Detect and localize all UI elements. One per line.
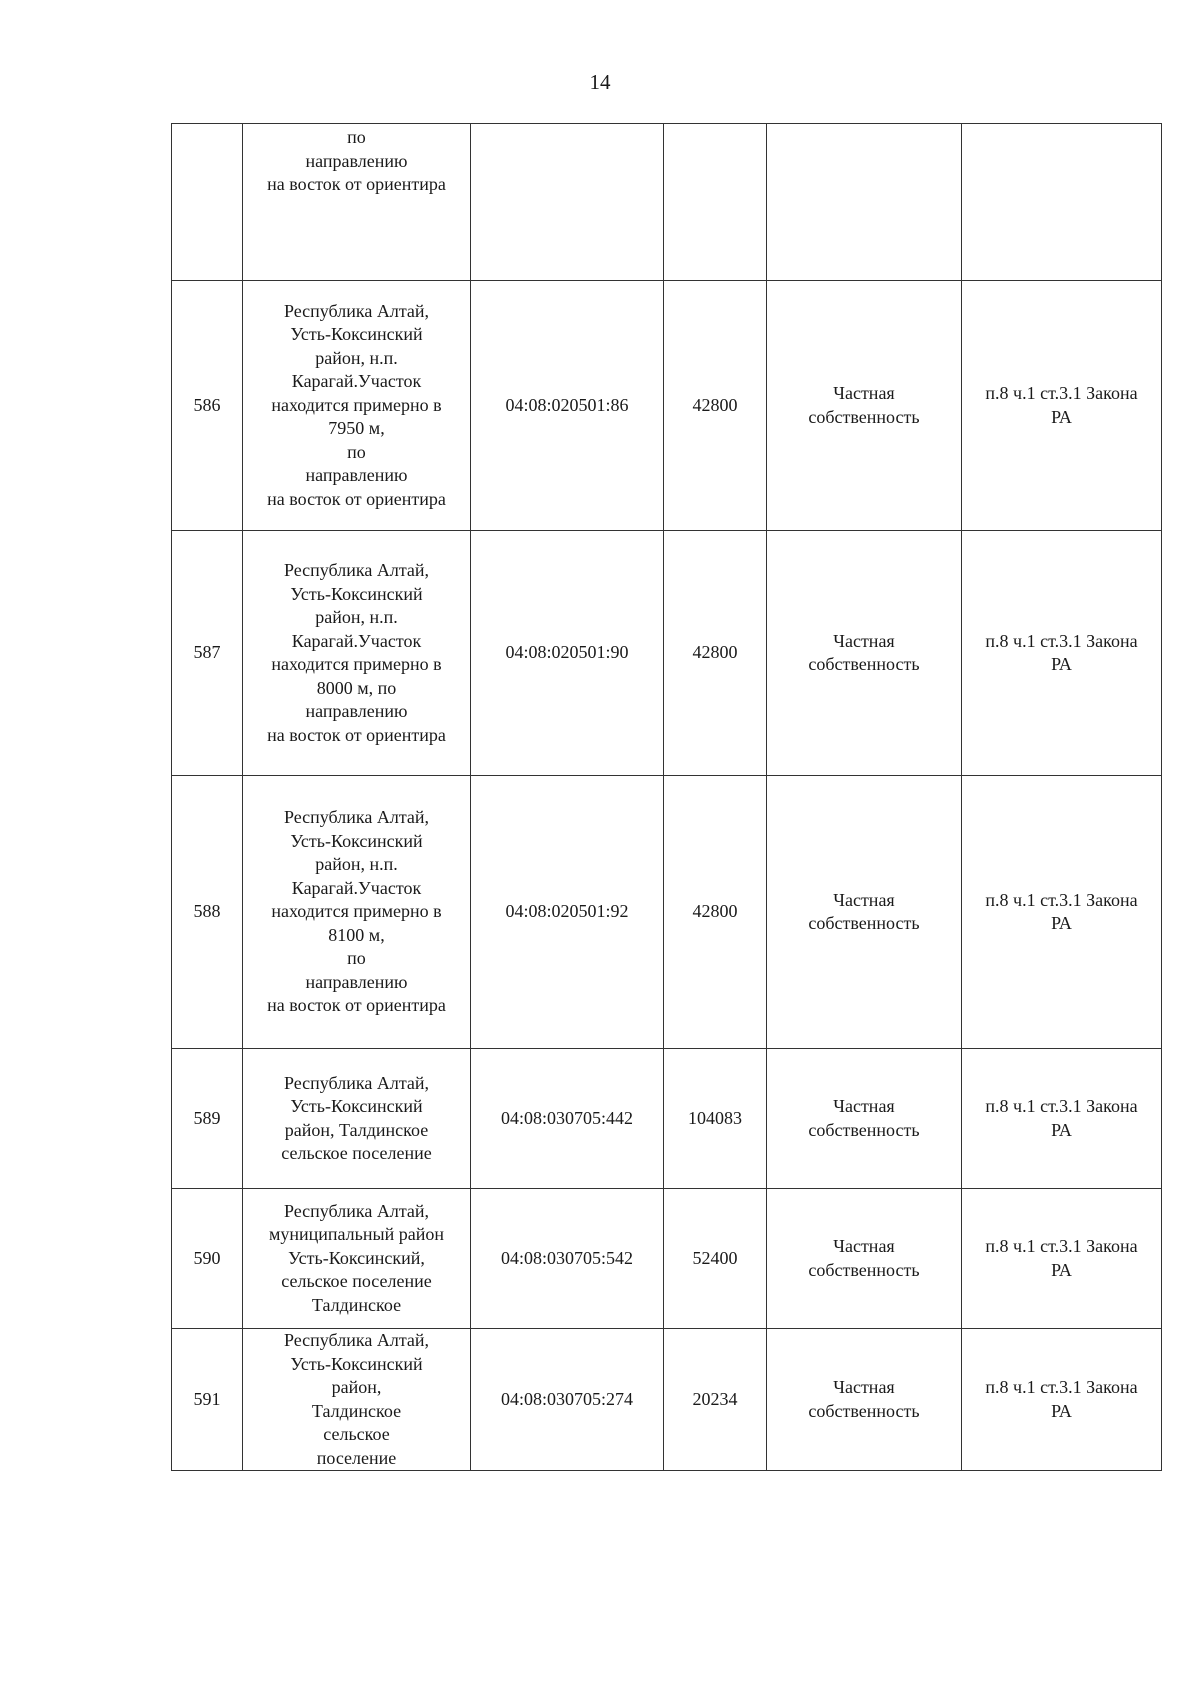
table-row <box>172 124 1162 281</box>
area-cell: 42800 <box>664 531 767 776</box>
row-number-cell: 591 <box>172 1329 243 1471</box>
cadastral-number-cell: 04:08:030705:442 <box>471 1049 664 1189</box>
legal-basis-cell: п.8 ч.1 ст.3.1 Закона РА <box>962 531 1162 776</box>
ownership-cell: Частная собственность <box>767 776 962 1049</box>
address-cell: Республика Алтай, Усть-Коксинский район, Талдинское сельское поселение <box>243 1329 471 1471</box>
address-cell: Республика Алтай, Усть-Коксинский район, н.п. Карагай.Участок находится примерно в 7950 м, по направлению на восток от ориентира <box>243 281 471 531</box>
cadastral-number-cell: 04:08:020501:86 <box>471 281 664 531</box>
table-row <box>172 1329 1162 1471</box>
table-row <box>172 281 1162 531</box>
row-number-cell: 586 <box>172 281 243 531</box>
cadastral-number-cell: 04:08:030705:542 <box>471 1189 664 1329</box>
area-cell: 52400 <box>664 1189 767 1329</box>
table-row <box>172 531 1162 776</box>
area-cell <box>664 124 767 281</box>
cadastral-number-cell: 04:08:020501:90 <box>471 531 664 776</box>
table-row <box>172 776 1162 1049</box>
area-cell: 20234 <box>664 1329 767 1471</box>
row-number-cell: 588 <box>172 776 243 1049</box>
ownership-cell: Частная собственность <box>767 1049 962 1189</box>
row-number-cell: 589 <box>172 1049 243 1189</box>
area-cell: 104083 <box>664 1049 767 1189</box>
address-cell: Республика Алтай, муниципальный район Усть-Коксинский, сельское поселение Талдинское <box>243 1189 471 1329</box>
address-cell: Республика Алтай, Усть-Коксинский район, н.п. Карагай.Участок находится примерно в 8000 м, по направлению на восток от ориентира <box>243 531 471 776</box>
table-row <box>172 1189 1162 1329</box>
page-number: 14 <box>589 70 611 94</box>
table-row <box>172 1049 1162 1189</box>
cadastral-number-cell: 04:08:020501:92 <box>471 776 664 1049</box>
cadastral-number-cell <box>471 124 664 281</box>
row-number-cell <box>172 124 243 281</box>
land-plots-table <box>171 123 1162 1471</box>
legal-basis-cell <box>962 124 1162 281</box>
area-cell: 42800 <box>664 776 767 1049</box>
ownership-cell <box>767 124 962 281</box>
ownership-cell: Частная собственность <box>767 1329 962 1471</box>
area-cell: 42800 <box>664 281 767 531</box>
row-number-cell: 590 <box>172 1189 243 1329</box>
legal-basis-cell: п.8 ч.1 ст.3.1 Закона РА <box>962 776 1162 1049</box>
address-cell: Республика Алтай, Усть-Коксинский район, н.п. Карагай.Участок находится примерно в 8100 м, по направлению на восток от ориентира <box>243 776 471 1049</box>
cadastral-number-cell: 04:08:030705:274 <box>471 1329 664 1471</box>
ownership-cell: Частная собственность <box>767 281 962 531</box>
row-number-cell: 587 <box>172 531 243 776</box>
legal-basis-cell: п.8 ч.1 ст.3.1 Закона РА <box>962 1329 1162 1471</box>
ownership-cell: Частная собственность <box>767 531 962 776</box>
legal-basis-cell: п.8 ч.1 ст.3.1 Закона РА <box>962 1049 1162 1189</box>
legal-basis-cell: п.8 ч.1 ст.3.1 Закона РА <box>962 1189 1162 1329</box>
legal-basis-cell: п.8 ч.1 ст.3.1 Закона РА <box>962 281 1162 531</box>
address-cell: Республика Алтай, Усть-Коксинский район, Талдинское сельское поселение <box>243 1049 471 1189</box>
address-cell: по направлению на восток от ориентира <box>243 124 471 281</box>
ownership-cell: Частная собственность <box>767 1189 962 1329</box>
